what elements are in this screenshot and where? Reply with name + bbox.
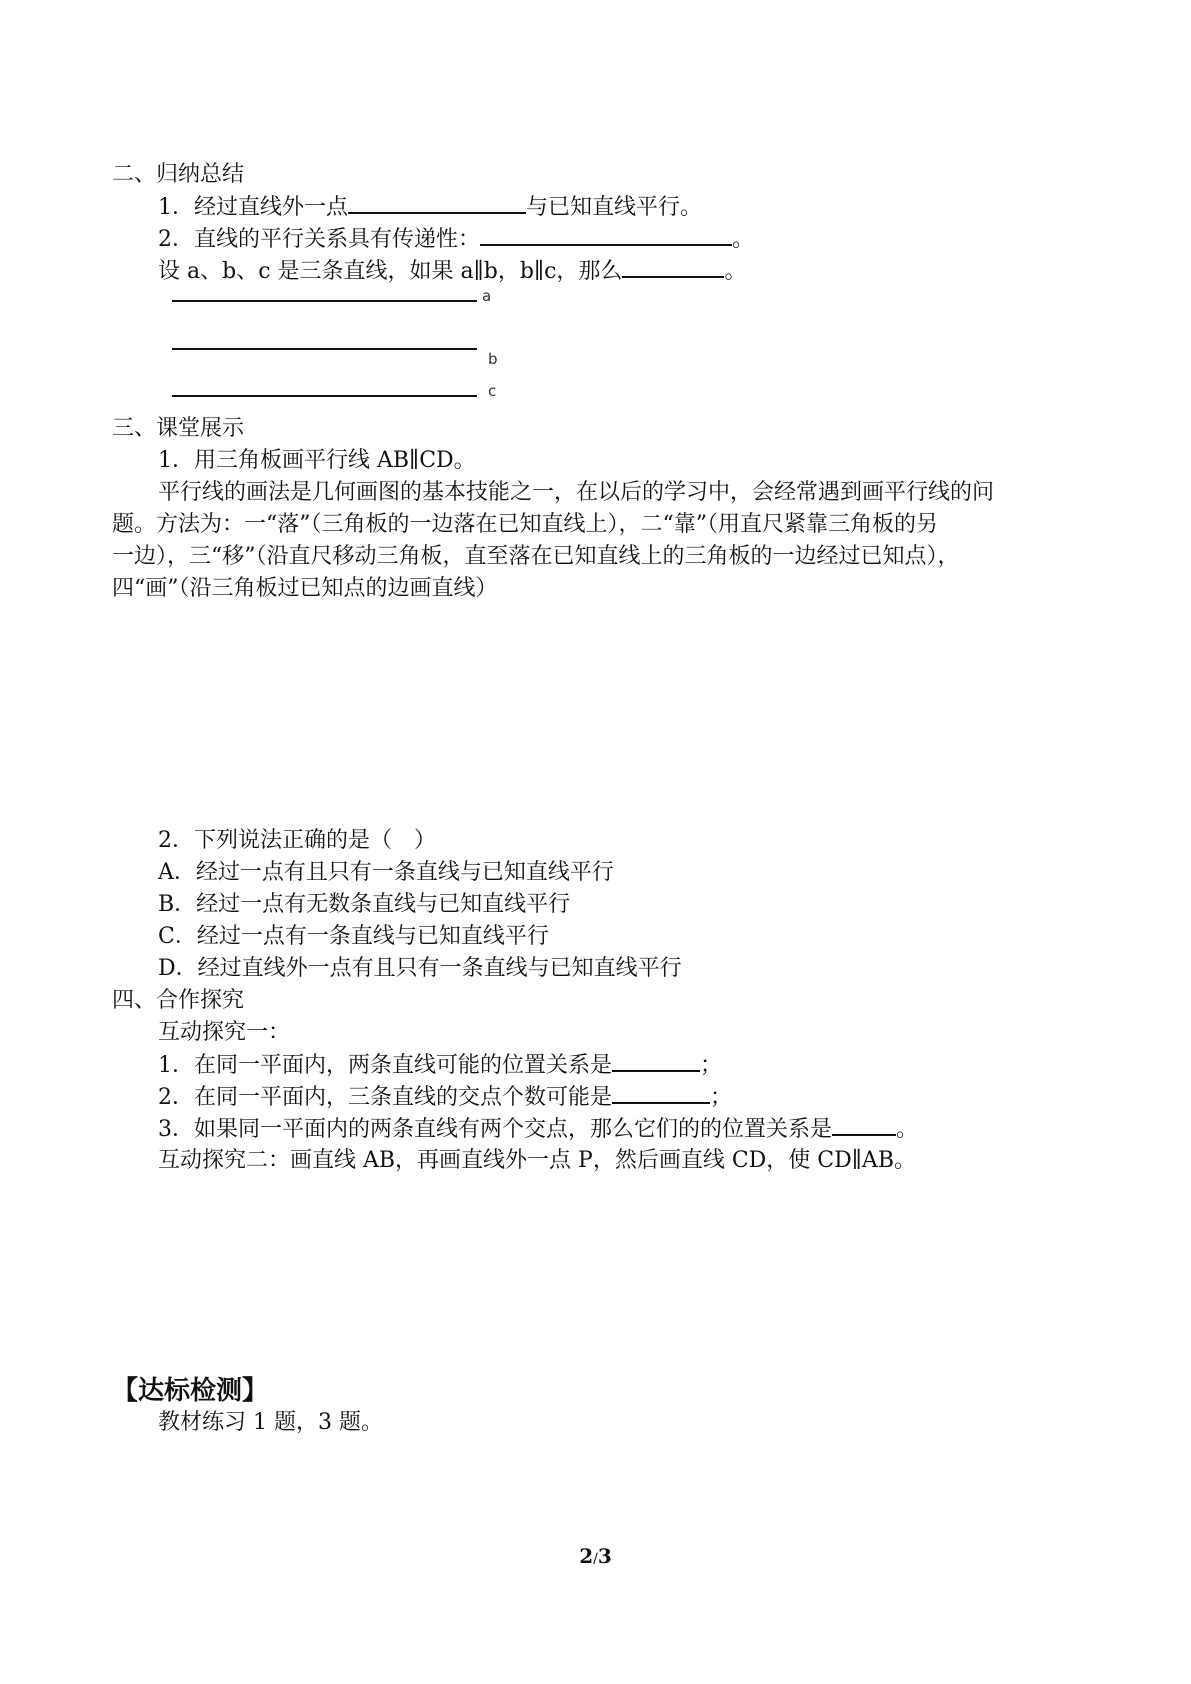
summary-item-2b-suffix: 。 xyxy=(724,259,747,284)
method-paragraph-line-3: 一边），三“移”（沿直尺移动三角板，直至落在已知直线上的三角板的一边经过已知点）， xyxy=(112,544,960,569)
summary-item-2-prefix: 2．直线的平行关系具有传递性： xyxy=(158,227,480,252)
question-2: 2．下列说法正确的是（ ） xyxy=(158,828,436,853)
summary-item-1-prefix: 1．经过直线外一点 xyxy=(158,195,348,220)
option-a: A．经过一点有且只有一条直线与已知直线平行 xyxy=(158,860,614,885)
method-paragraph-line-2: 题。方法为：一“落”（三角板的一边落在已知直线上），二“靠”（用直尺紧靠三角板的另 xyxy=(112,512,938,537)
page-separator: / xyxy=(593,1551,598,1567)
explore-q1-prefix: 1．在同一平面内，两条直线可能的位置关系是 xyxy=(158,1053,612,1078)
section-2-title: 二、归纳总结 xyxy=(112,162,245,187)
option-b: B．经过一点有无数条直线与已知直线平行 xyxy=(158,892,571,917)
blank-4[interactable] xyxy=(612,1050,700,1072)
parallel-line-a xyxy=(172,300,477,302)
blank-5[interactable] xyxy=(612,1082,710,1104)
explore-q2-suffix: ； xyxy=(710,1085,733,1110)
summary-item-2-suffix: 。 xyxy=(732,227,755,252)
method-paragraph-line-1: 平行线的画法是几何画图的基本技能之一，在以后的学习中，会经常遇到画平行线的问 xyxy=(158,480,995,505)
explore-q1-suffix: ； xyxy=(700,1053,723,1078)
explore-q3-suffix: 。 xyxy=(896,1117,919,1142)
explore-q1 xyxy=(158,1050,722,1081)
line-label-b: b xyxy=(488,350,498,368)
section-4-title: 四、合作探究 xyxy=(112,988,245,1013)
explore-q2-prefix: 2．在同一平面内，三条直线的交点个数可能是 xyxy=(158,1085,612,1110)
option-c: C．经过一点有一条直线与已知直线平行 xyxy=(158,924,549,949)
line-label-a: a xyxy=(482,287,492,305)
page-current: 2 xyxy=(579,1544,594,1568)
option-d: D．经过直线外一点有且只有一条直线与已知直线平行 xyxy=(158,956,682,981)
summary-item-2b-prefix: 设 a、b、c 是三条直线，如果 a∥b，b∥c，那么 xyxy=(158,259,623,284)
explore-q3 xyxy=(158,1114,918,1145)
summary-item-2 xyxy=(158,224,754,255)
summary-item-2b xyxy=(158,256,746,287)
line-label-c: c xyxy=(488,382,497,400)
check-heading: 【达标检测】 xyxy=(112,1376,269,1406)
page-total: 3 xyxy=(597,1544,612,1568)
blank-3[interactable] xyxy=(622,256,724,278)
explore-2: 互动探究二：画直线 AB，再画直线外一点 P，然后画直线 CD，使 CD∥AB。 xyxy=(158,1148,916,1173)
page-number xyxy=(0,1544,1191,1568)
explore-1-title: 互动探究一： xyxy=(158,1020,291,1045)
summary-item-1-suffix: 与已知直线平行。 xyxy=(526,195,703,220)
blank-6[interactable] xyxy=(832,1114,896,1136)
summary-item-1 xyxy=(158,192,702,223)
blank-2[interactable] xyxy=(480,224,732,246)
method-paragraph-line-4: 四“画”（沿三角板过已知点的边画直线） xyxy=(112,576,498,601)
parallel-line-b xyxy=(172,348,477,350)
section-3-title: 三、课堂展示 xyxy=(112,416,245,441)
explore-q2 xyxy=(158,1082,732,1113)
display-item-1: 1．用三角板画平行线 AB∥CD。 xyxy=(158,448,476,473)
blank-1[interactable] xyxy=(348,192,526,214)
explore-q3-prefix: 3．如果同一平面内的两条直线有两个交点，那么它们的的位置关系是 xyxy=(158,1117,832,1142)
check-text: 教材练习 1 题，3 题。 xyxy=(158,1410,383,1435)
parallel-line-c xyxy=(172,395,477,397)
